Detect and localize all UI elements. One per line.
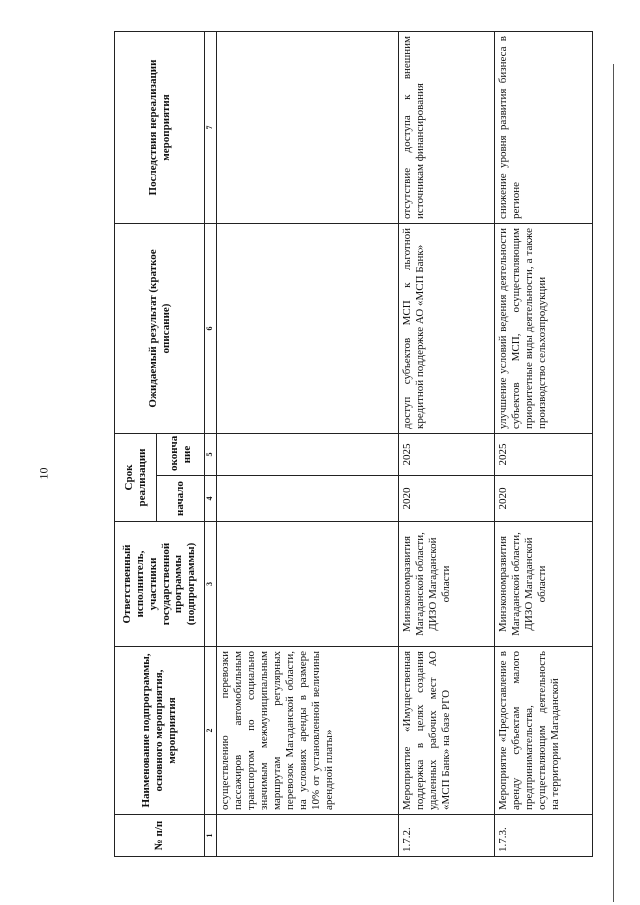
header-period: Срок реализации bbox=[115, 433, 157, 521]
header-result: Ожидаемый результат (краткое описание) bbox=[115, 223, 205, 433]
header-name: Наименование подпрограммы, основного мероприятия, мероприятия bbox=[115, 647, 205, 815]
column-number: 2 bbox=[205, 647, 217, 815]
table-row bbox=[399, 31, 495, 856]
row-start: 2020 bbox=[399, 476, 495, 522]
column-number: 6 bbox=[205, 223, 217, 433]
header-end: оконча ние bbox=[157, 433, 205, 475]
rotated-table-area bbox=[62, 0, 561, 905]
row-executor: Минэкономразвития Магаданской области, ДИЗО Магаданской области bbox=[495, 522, 593, 647]
row-consequences: снижение уровня развития бизнеса в регионе bbox=[495, 31, 593, 223]
table-row bbox=[217, 31, 399, 856]
column-number: 4 bbox=[205, 476, 217, 522]
row-end bbox=[217, 433, 399, 475]
column-number-row bbox=[205, 31, 217, 856]
header-num: № п/п bbox=[115, 815, 205, 857]
measures-table bbox=[114, 31, 593, 857]
column-number: 3 bbox=[205, 522, 217, 647]
row-num bbox=[217, 815, 399, 857]
row-start bbox=[217, 476, 399, 522]
row-executor bbox=[217, 522, 399, 647]
row-consequences bbox=[217, 31, 399, 223]
header-executor: Ответственный исполнитель, участники государственной программы (подпрограммы) bbox=[115, 522, 205, 647]
row-name: Мероприятие «Предоставление в аренду субъектам малого предпринимательства, осуществляющим деятельность на территории Магаданской bbox=[495, 647, 593, 815]
row-consequences: отсутствие доступа к внешним источникам финансирования bbox=[399, 31, 495, 223]
row-start: 2020 bbox=[495, 476, 593, 522]
page-number: 10 bbox=[36, 467, 51, 480]
column-number: 5 bbox=[205, 433, 217, 475]
row-name: осуществлению перевозки пассажиров автомобильным транспортом по социально значимым межмуниципальным маршрутам регулярных перевозок Магаданской области, на условиях аренды в размере 10% от установленной величины арендной платы» bbox=[217, 647, 399, 815]
row-name: Мероприятие «Имущественная поддержка в целях создания удаленных рабочих мест АО «МСП Банк» на базе РГО bbox=[399, 647, 495, 815]
column-number: 7 bbox=[205, 31, 217, 223]
row-num: 1.7.2. bbox=[399, 815, 495, 857]
row-result: улучшение условий ведения деятельности субъектов МСП, осуществляющим приоритетные виды деятельности, а также производство сельхозпродукции bbox=[495, 223, 593, 433]
column-number: 1 bbox=[205, 815, 217, 857]
header-consequences: Последствия нереализации мероприятия bbox=[115, 31, 205, 223]
row-result bbox=[217, 223, 399, 433]
table-row bbox=[495, 31, 593, 856]
row-num: 1.7.3. bbox=[495, 815, 593, 857]
row-end: 2025 bbox=[495, 433, 593, 475]
header-start: начало bbox=[157, 476, 205, 522]
row-executor: Минэкономразвития Магаданской области, ДИЗО Магаданской области bbox=[399, 522, 495, 647]
row-result: доступ субъектов МСП к льготной кредитной поддержке АО «МСП Банк» bbox=[399, 223, 495, 433]
row-end: 2025 bbox=[399, 433, 495, 475]
page-bottom-rule bbox=[613, 64, 614, 902]
